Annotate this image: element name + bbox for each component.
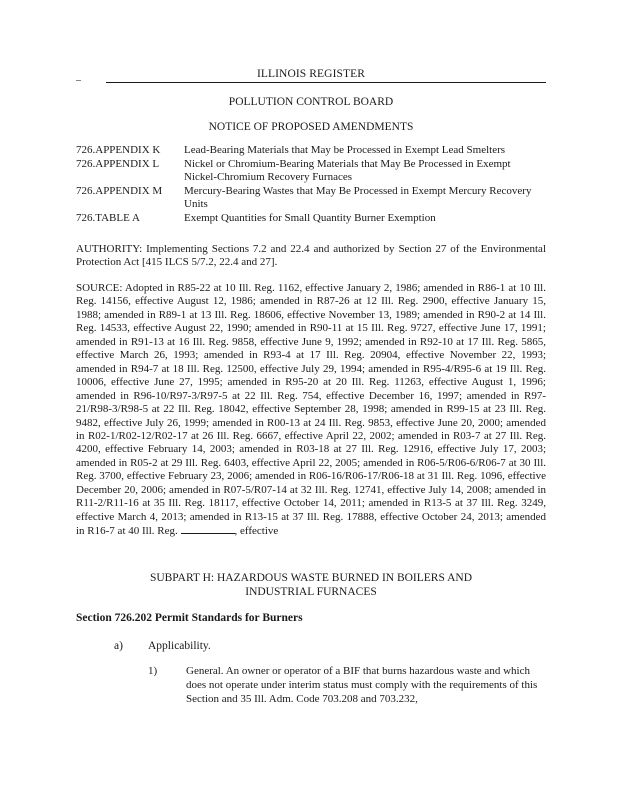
appendix-row [76, 185, 546, 212]
subpart-title-line-1: SUBPART H: HAZARDOUS WASTE BURNED IN BOILERS AND [149, 572, 473, 584]
authority-paragraph: AUTHORITY: Implementing Sections 7.2 and 22.4 and authorized by Section 27 of the Environmental Protection Act [415 ILCS 5/7.2, 22.4 and 27]. [76, 243, 546, 269]
register-title: ILLINOIS REGISTER [256, 68, 366, 80]
source-paragraph [76, 282, 546, 539]
appendix-description: Nickel or Chromium-Bearing Materials that May Be Processed in Exempt Nickel-Chromium Recovery Furnaces [184, 157, 511, 183]
appendix-description: Lead-Bearing Materials that May be Processed in Exempt Lead Smelters [184, 144, 506, 156]
header-mark: _ [76, 71, 81, 82]
header-rule [106, 82, 546, 83]
appendix-description: Mercury-Bearing Wastes that May Be Processed in Exempt Mercury Recovery Units [184, 184, 532, 210]
item-1-label: 1) [148, 665, 158, 677]
subsection-a-text: Applicability. [148, 640, 211, 652]
source-suffix: , effective [234, 525, 279, 538]
board-name: POLLUTION CONTROL BOARD [228, 96, 394, 108]
appendix-id: 726.APPENDIX K [76, 144, 161, 156]
appendix-row [76, 212, 546, 226]
appendix-row [76, 144, 546, 158]
appendix-list [76, 144, 546, 225]
appendix-row [76, 158, 546, 185]
appendix-id: 726.TABLE A [76, 211, 140, 224]
appendix-id: 726.APPENDIX M [76, 184, 163, 197]
subsection-a-label: a) [114, 640, 123, 652]
item-1-text: General. An owner or operator of a BIF that burns hazardous waste and which does not operate under interim status must comply with the requirements of this Section and 35 Ill. Adm. Code 703.208 and 703.232, [186, 665, 538, 705]
page-header [76, 68, 546, 84]
notice-title: NOTICE OF PROPOSED AMENDMENTS [208, 121, 414, 133]
source-text: SOURCE: Adopted in R85-22 at 10 Ill. Reg. 1162, effective January 2, 1986; amended in R86-1 at 10 Ill. Reg. 14156, effective August 12, 1986; amended in R87-26 at 12 Ill. Reg. 2900, effective January 15, 1988; amended in R89-1 at 13 Ill. Reg. 18606, effective November 13, 1989; amended in R90-2 at 14 Ill. Reg. 14533, effective August 22, 1990; amended in R90-11 at 15 Ill. Reg. 9727, effective June 17, 1991; amended in R91-13 at 16 Ill. Reg. 9858, effective June 9, 1992; amended in R92-10 at 17 Ill. Reg. 5865, effective March 26, 1993; amended in R93-4 at 17 Ill. Reg. 20904, effective November 22, 1993; amended in R94-7 at 18 Ill. Reg. 12500, effective July 29, 1994; amended in R95-4/R95-6 at 19 Ill. Reg. 10006, effective June 27, 1995; amended in R95-20 at 20 Ill. Reg. 11263, effective August 1, 1996; amended in R96-10/R97-3/R97-5 at 22 Ill. Reg. 754, effective December 16, 1997; amended in R97-21/R98-3/R98-5 at 22 Ill. Reg. 18042, effective September 28, 1998; amended in R99-15 at 23 Ill. Reg. 9482, effective July 26, 1999; amended in R00-13 at 24 Ill. Reg. 9853, effective June 20, 2000; amended in R02-1/R02-12/R02-17 at 26 Ill. Reg. 6667, effective April 22, 2002; amended in R03-7 at 27 Ill. Reg. 4200, effective February 14, 2003; amended in R03-18 at 27 Ill. Reg. 12916, effective July 17, 2003; amended in R05-2 at 29 Ill. Reg. 6403, effective April 22, 2005; amended in R06-5/R06-6/R06-7 at 30 Ill. Reg. 3700, effective February 23, 2006; amended in R06-16/R06-17/R06-18 at 31 Ill. Reg. 1096, effective December 20, 2006; amended in R07-5/R07-14 at 32 Ill. Reg. 12741, effective July 14, 2008; amended in R11-2/R11-16 at 35 Ill. Reg. 18117, effective October 14, 2011; amended in R13-5 at 37 Ill. Reg. 3249, effective March 4, 2013; amended in R13-15 at 37 Ill. Reg. 17888, effective October 24, 2013; amended in R16-7 at 40 Ill. Reg. [76, 282, 546, 538]
blank-fill-line [181, 524, 235, 534]
appendix-id: 726.APPENDIX L [76, 157, 160, 170]
subpart-title-line-2: INDUSTRIAL FURNACES [245, 586, 377, 598]
section-heading: Section 726.202 Permit Standards for Burners [76, 612, 303, 624]
appendix-description: Exempt Quantities for Small Quantity Burner Exemption [184, 211, 436, 224]
